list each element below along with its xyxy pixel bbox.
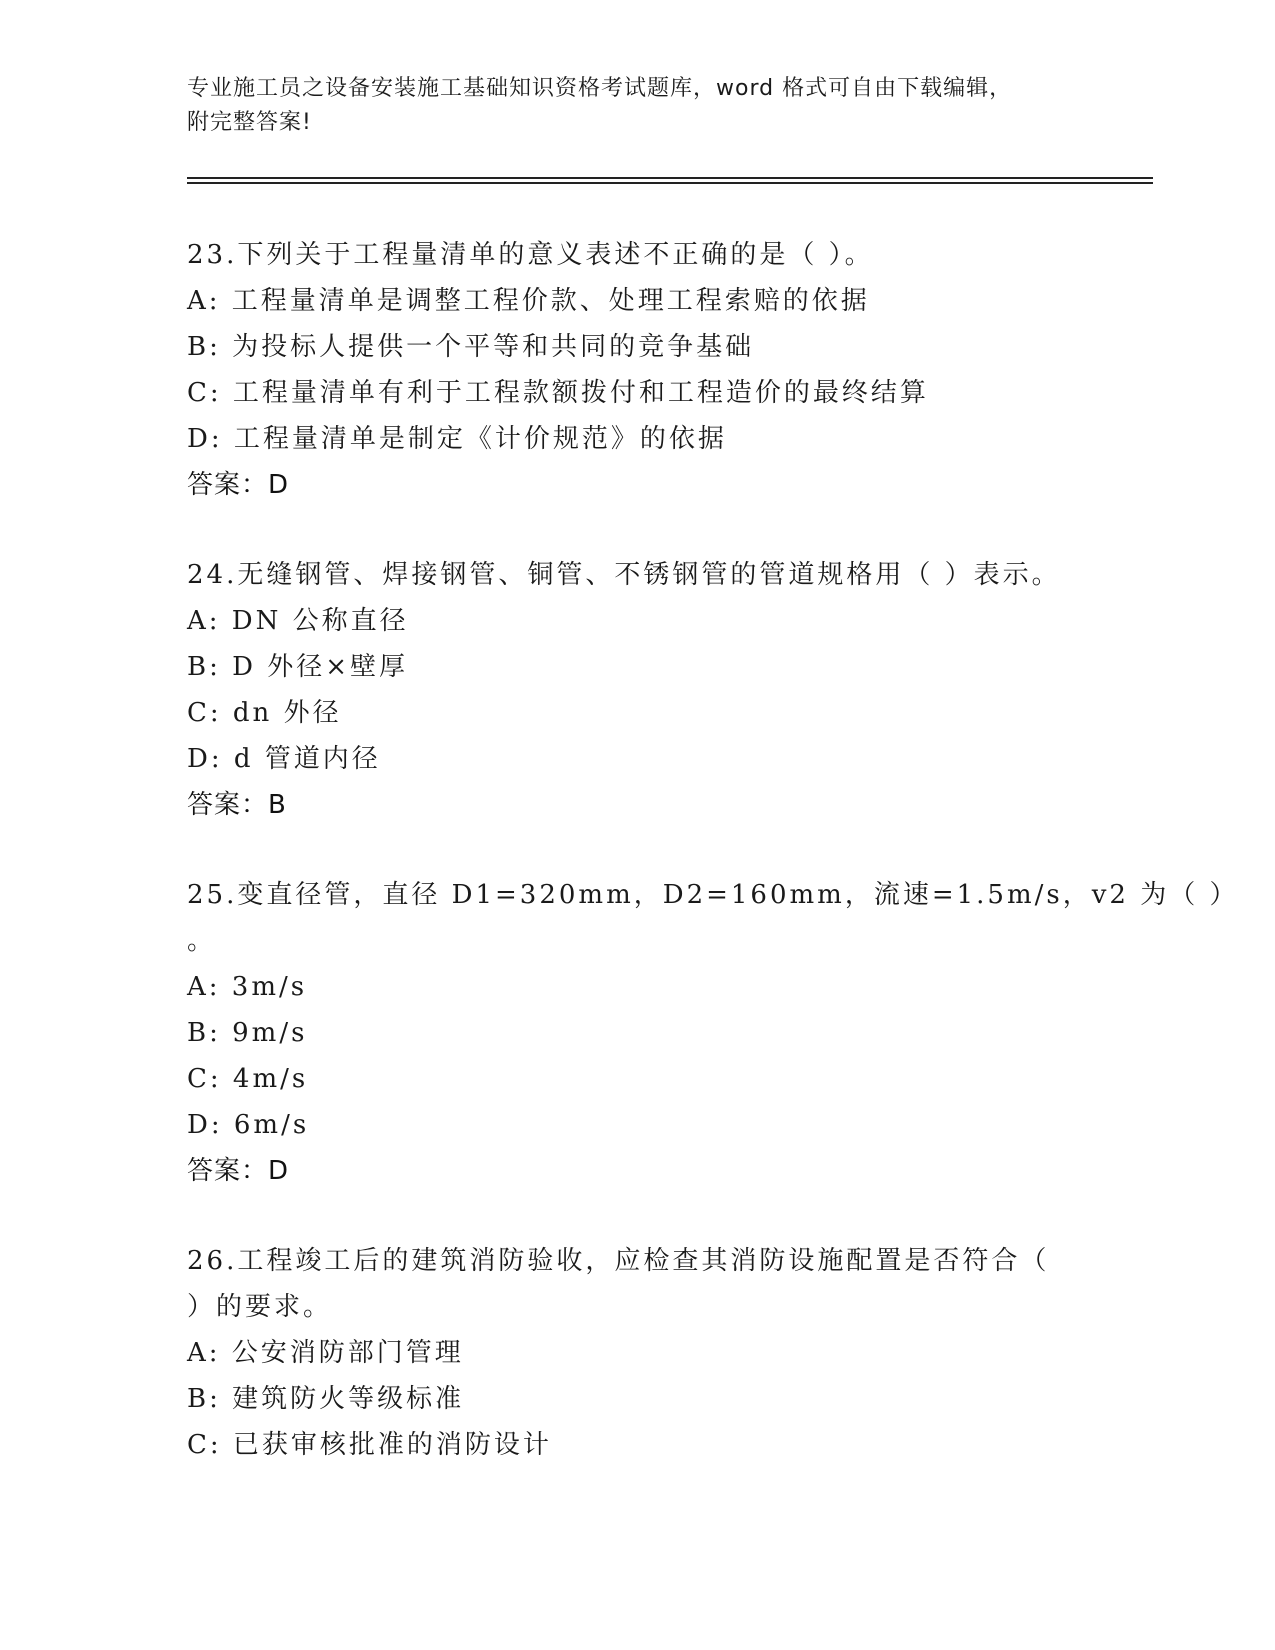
- question-stem: 24.无缝钢管、焊接钢管、铜管、不锈钢管的管道规格用（ ）表示。: [187, 560, 1061, 590]
- question-stem-continuation: 。: [187, 926, 217, 956]
- option-b: B: D 外径×壁厚: [187, 652, 409, 682]
- option-d: D: d 管道内径: [187, 744, 381, 774]
- question-25: [187, 872, 1239, 1194]
- header-line-2: 附完整答案!: [187, 110, 312, 135]
- question-23: [187, 232, 1087, 508]
- answer-label: 答案：D: [187, 470, 290, 500]
- header-rule-top: [187, 177, 1153, 179]
- question-stem: 23.下列关于工程量清单的意义表述不正确的是（ ）。: [187, 240, 874, 270]
- header-line-1: 专业施工员之设备安装施工基础知识资格考试题库，word 格式可自由下载编辑，: [187, 76, 1013, 101]
- option-b: B: 9m/s: [187, 1018, 308, 1048]
- option-a: A: DN 公称直径: [187, 606, 409, 636]
- option-d: D: 工程量清单是制定《计价规范》的依据: [187, 424, 727, 454]
- option-d: D: 6m/s: [187, 1110, 310, 1140]
- question-list: [187, 232, 1239, 1512]
- answer-label: 答案：D: [187, 1156, 290, 1186]
- option-c: C: dn 外径: [187, 698, 342, 728]
- question-24: [187, 552, 1087, 828]
- answer-label: 答案：B: [187, 790, 287, 820]
- header-rule-bottom: [187, 182, 1153, 184]
- option-c: C: 工程量清单有利于工程款额拨付和工程造价的最终结算: [187, 378, 929, 408]
- question-stem: 26.工程竣工后的建筑消防验收，应检查其消防设施配置是否符合（: [187, 1246, 1050, 1276]
- option-a: A: 公安消防部门管理: [187, 1338, 464, 1368]
- option-b: B: 建筑防火等级标准: [187, 1384, 465, 1414]
- option-a: A: 3m/s: [187, 972, 308, 1002]
- document-header: [187, 72, 1087, 140]
- question-stem: 25.变直径管，直径 D1=320mm，D2=160mm，流速=1.5m/s，v2 为（ ）: [187, 880, 1239, 910]
- option-b: B: 为投标人提供一个平等和共同的竞争基础: [187, 332, 755, 362]
- option-c: C: 已获审核批准的消防设计: [187, 1430, 552, 1460]
- option-c: C: 4m/s: [187, 1064, 309, 1094]
- question-26: [187, 1238, 1087, 1468]
- question-stem-continuation: ）的要求。: [187, 1292, 333, 1322]
- option-a: A: 工程量清单是调整工程价款、处理工程索赔的依据: [187, 286, 870, 316]
